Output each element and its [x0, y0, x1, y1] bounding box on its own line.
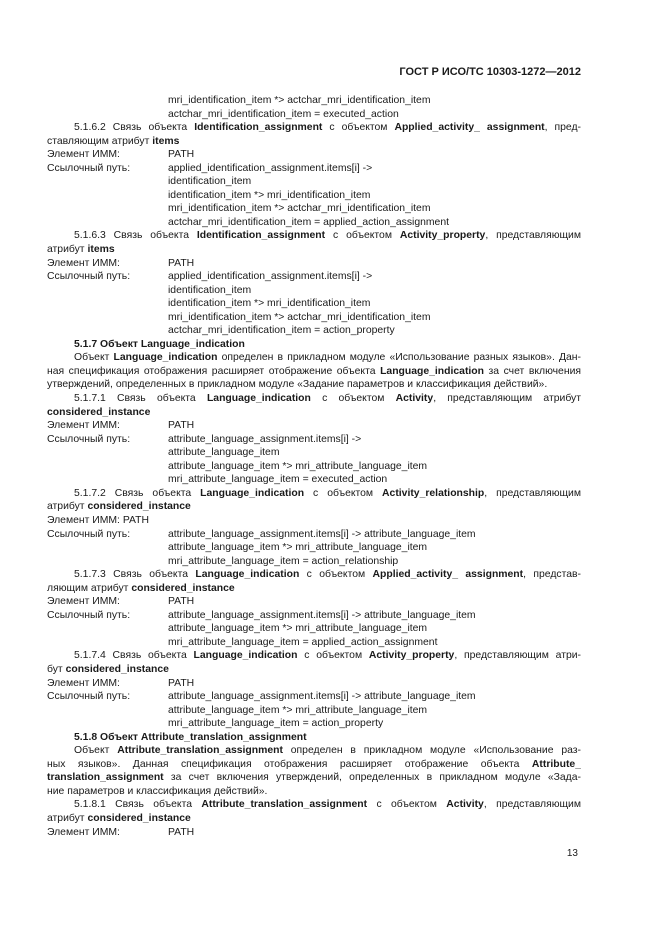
text-line	[47, 649, 581, 663]
text-line	[47, 121, 581, 135]
text-run: Ссылочный путь:	[47, 691, 131, 703]
text-line	[47, 297, 581, 311]
text-run: атрибут	[47, 501, 88, 513]
text-run: атрибут	[47, 812, 88, 824]
bold-term: translation_assignment	[47, 772, 164, 784]
text-line	[47, 311, 581, 325]
bold-term: Language_indication	[113, 352, 218, 364]
text-run: actchar_mri_identification_item = action_property	[168, 325, 395, 337]
text-run: с объектом	[325, 230, 400, 242]
bold-term: Activity_property	[368, 650, 455, 662]
text-run: с объектом	[367, 799, 447, 811]
text-line	[47, 324, 581, 338]
text-line	[47, 622, 581, 636]
text-run: identification_item	[168, 284, 252, 296]
text-run: с объектом	[299, 569, 373, 581]
text-run: Элемент ИММ:	[47, 149, 120, 161]
text-line	[47, 582, 581, 596]
text-line	[47, 94, 581, 108]
text-run: Ссылочный путь:	[47, 162, 131, 174]
text-line	[47, 257, 581, 271]
bold-term: considered_instance	[87, 812, 191, 824]
text-line	[47, 189, 581, 203]
text-line	[47, 378, 581, 392]
bold-term: Attribute_	[531, 758, 581, 770]
text-run: mri_identification_item *> actchar_mri_identification_item	[168, 311, 431, 323]
field-value: applied_identification_assignment.items[i] ->	[168, 271, 373, 283]
field-value: applied_identification_assignment.items[i] ->	[168, 162, 373, 174]
text-line	[47, 609, 581, 623]
text-line	[47, 541, 581, 555]
text-run: Ссылочный путь:	[47, 433, 131, 445]
text-run: 5.1.7.3 Связь объекта	[74, 569, 196, 581]
text-run: Элемент ИММ:	[47, 420, 120, 432]
text-run: с объектом	[310, 393, 396, 405]
field-value: PATH	[168, 826, 195, 838]
bold-term: Activity	[446, 799, 484, 811]
text-line	[47, 595, 581, 609]
text-run: , представляющим	[484, 487, 581, 499]
text-run: attribute_language_item *> mri_attribute_language_item	[168, 542, 428, 554]
text-run: 5.1.6.2 Связь объекта	[74, 122, 195, 134]
text-run: 5.1.8.1 Связь объекта	[74, 799, 202, 811]
text-run: атрибут	[47, 244, 88, 256]
text-line	[47, 351, 581, 365]
text-run: Ссылочный путь:	[47, 271, 131, 283]
text-line	[47, 162, 581, 176]
text-run: с объектом	[304, 487, 383, 499]
text-run: за счет включения утверждений, определенных в прикладном модуле «Зада-	[163, 772, 581, 784]
text-line	[47, 406, 581, 420]
bold-term: 5.1.8 Объект Attribute_translation_assignment	[74, 731, 307, 743]
text-run: , представляющим	[485, 230, 581, 242]
field-value: PATH	[168, 257, 195, 269]
text-line	[47, 636, 581, 650]
text-run: Объект	[74, 352, 114, 364]
bold-term: Language_indication	[200, 487, 305, 499]
text-run: attribute_language_item *> mri_attribute_language_item	[168, 460, 428, 472]
text-run: mri_identification_item *> actchar_mri_identification_item	[168, 95, 431, 106]
text-run: за счет включения	[483, 365, 581, 377]
text-run: attribute_language_item *> mri_attribute_language_item	[168, 623, 428, 635]
text-run: attribute_language_item	[168, 447, 280, 459]
text-line	[47, 690, 581, 704]
text-line	[47, 731, 581, 745]
text-run: 5.1.6.3 Связь объекта	[74, 230, 197, 242]
text-line	[47, 744, 581, 758]
bold-term: Applied_activity_ assignment	[394, 122, 545, 134]
text-line	[47, 528, 581, 542]
text-run: identification_item	[168, 176, 252, 188]
bold-term: items	[152, 135, 180, 147]
text-run: ляющим атрибут	[47, 582, 132, 594]
text-line	[47, 148, 581, 162]
field-value: PATH	[168, 149, 195, 161]
text-run: утверждений, определенных в прикладном модуле «Задание параметров и классификация действий».	[47, 379, 548, 391]
bold-term: Language_indication	[380, 365, 484, 377]
document-body	[47, 94, 581, 839]
text-run: с объектом	[297, 650, 369, 662]
bold-term: considered_instance	[65, 663, 169, 675]
text-line	[47, 365, 581, 379]
bold-term: Activity_property	[399, 230, 486, 242]
text-line	[47, 284, 581, 298]
bold-term: Activity_relationship	[382, 487, 485, 499]
text-line	[47, 826, 581, 840]
text-line	[47, 433, 581, 447]
text-run: identification_item *> mri_identification_item	[168, 189, 371, 201]
text-run: Элемент ИММ:	[47, 826, 120, 838]
text-line	[47, 175, 581, 189]
text-run: ставляющим атрибут	[47, 135, 153, 147]
text-line	[47, 216, 581, 230]
field-value: attribute_language_assignment.items[i] -> attribute_language_item	[168, 691, 476, 703]
text-line	[47, 568, 581, 582]
bold-term: Language_indication	[195, 569, 300, 581]
bold-term: 5.1.7 Объект Language_indication	[74, 338, 245, 350]
text-line	[47, 717, 581, 731]
text-run: определен в прикладном модуле «Использование разных языков». Дан-	[217, 352, 581, 364]
bold-term: items	[87, 244, 115, 256]
text-run: attribute_language_item *> mri_attribute_language_item	[168, 704, 428, 716]
text-run: mri_attribute_language_item = executed_action	[168, 474, 388, 486]
bold-term: Activity	[395, 393, 434, 405]
text-line	[47, 243, 581, 257]
text-run: actchar_mri_identification_item = executed_action	[168, 108, 399, 120]
text-line	[47, 798, 581, 812]
text-run: Элемент ИММ:	[47, 677, 120, 689]
text-run: ная спецификация отображения расширяет отображение объекта	[47, 365, 381, 377]
bold-term: Identification_assignment	[196, 230, 326, 242]
text-line	[47, 202, 581, 216]
text-line	[47, 771, 581, 785]
bold-term: considered_instance	[47, 406, 151, 418]
text-line	[47, 338, 581, 352]
text-run: , представляющим атри-	[454, 650, 581, 662]
text-line	[47, 392, 581, 406]
text-line	[47, 473, 581, 487]
bold-term: Language_indication	[206, 393, 311, 405]
field-value: attribute_language_assignment.items[i] -> attribute_language_item	[168, 609, 476, 621]
text-run: , представ-	[523, 569, 581, 581]
bold-term: Attribute_translation_assignment	[201, 799, 368, 811]
text-line	[47, 785, 581, 799]
text-run: mri_attribute_language_item = action_relationship	[168, 555, 399, 567]
text-line	[47, 704, 581, 718]
text-line	[47, 812, 581, 826]
text-run: определен в прикладном модуле «Использование раз-	[282, 745, 581, 757]
text-run: Ссылочный путь:	[47, 528, 131, 540]
text-run: mri_attribute_language_item = applied_action_assignment	[168, 636, 438, 648]
text-run: ние параметров и классификация действий».	[47, 785, 268, 797]
text-run: Элемент ИММ: PATH	[47, 514, 149, 526]
field-value: attribute_language_assignment.items[i] ->	[168, 433, 362, 445]
text-line	[47, 758, 581, 772]
page-header: ГОСТ Р ИСО/ТС 10303-1272—2012	[399, 66, 581, 78]
bold-term: Applied_activity_ assignment	[372, 569, 524, 581]
field-value: attribute_language_assignment.items[i] -> attribute_language_item	[168, 528, 476, 540]
bold-term: Attribute_translation_assignment	[117, 745, 283, 757]
text-line	[47, 663, 581, 677]
text-line	[47, 677, 581, 691]
field-value: PATH	[168, 596, 195, 608]
bold-term: considered_instance	[131, 582, 235, 594]
bold-term: considered_instance	[87, 501, 191, 513]
text-run: , представляющим	[483, 799, 581, 811]
text-line	[47, 108, 581, 122]
text-line	[47, 555, 581, 569]
text-run: Элемент ИММ:	[47, 596, 120, 608]
text-line	[47, 500, 581, 514]
text-run: 5.1.7.4 Связь объекта	[74, 650, 194, 662]
text-line	[47, 487, 581, 501]
field-value: PATH	[168, 420, 195, 432]
bold-term: Language_indication	[193, 650, 298, 662]
text-run: 5.1.7.2 Связь объекта	[74, 487, 201, 499]
text-line	[47, 135, 581, 149]
text-run: Ссылочный путь:	[47, 609, 131, 621]
text-run: , представляющим атрибут	[433, 393, 581, 405]
text-run: ных языков». Данная спецификация отображения расширяет отображение объекта	[47, 758, 532, 770]
text-run: Элемент ИММ:	[47, 257, 120, 269]
text-line	[47, 460, 581, 474]
bold-term: Identification_assignment	[194, 122, 323, 134]
field-value: PATH	[168, 677, 195, 689]
text-run: , пред-	[544, 122, 581, 134]
text-run: actchar_mri_identification_item = applied_action_assignment	[168, 216, 449, 228]
text-run: mri_attribute_language_item = action_property	[168, 718, 384, 730]
text-run: бут	[47, 663, 66, 675]
text-run: mri_identification_item *> actchar_mri_identification_item	[168, 203, 431, 215]
text-run: 5.1.7.1 Связь объекта	[74, 393, 207, 405]
text-line	[47, 419, 581, 433]
text-line	[47, 446, 581, 460]
text-run: identification_item *> mri_identification_item	[168, 298, 371, 310]
text-line	[47, 514, 581, 528]
page-number: 13	[566, 848, 578, 859]
text-run: Объект	[74, 745, 118, 757]
text-line	[47, 270, 581, 284]
text-line	[47, 229, 581, 243]
text-run: с объектом	[322, 122, 395, 134]
